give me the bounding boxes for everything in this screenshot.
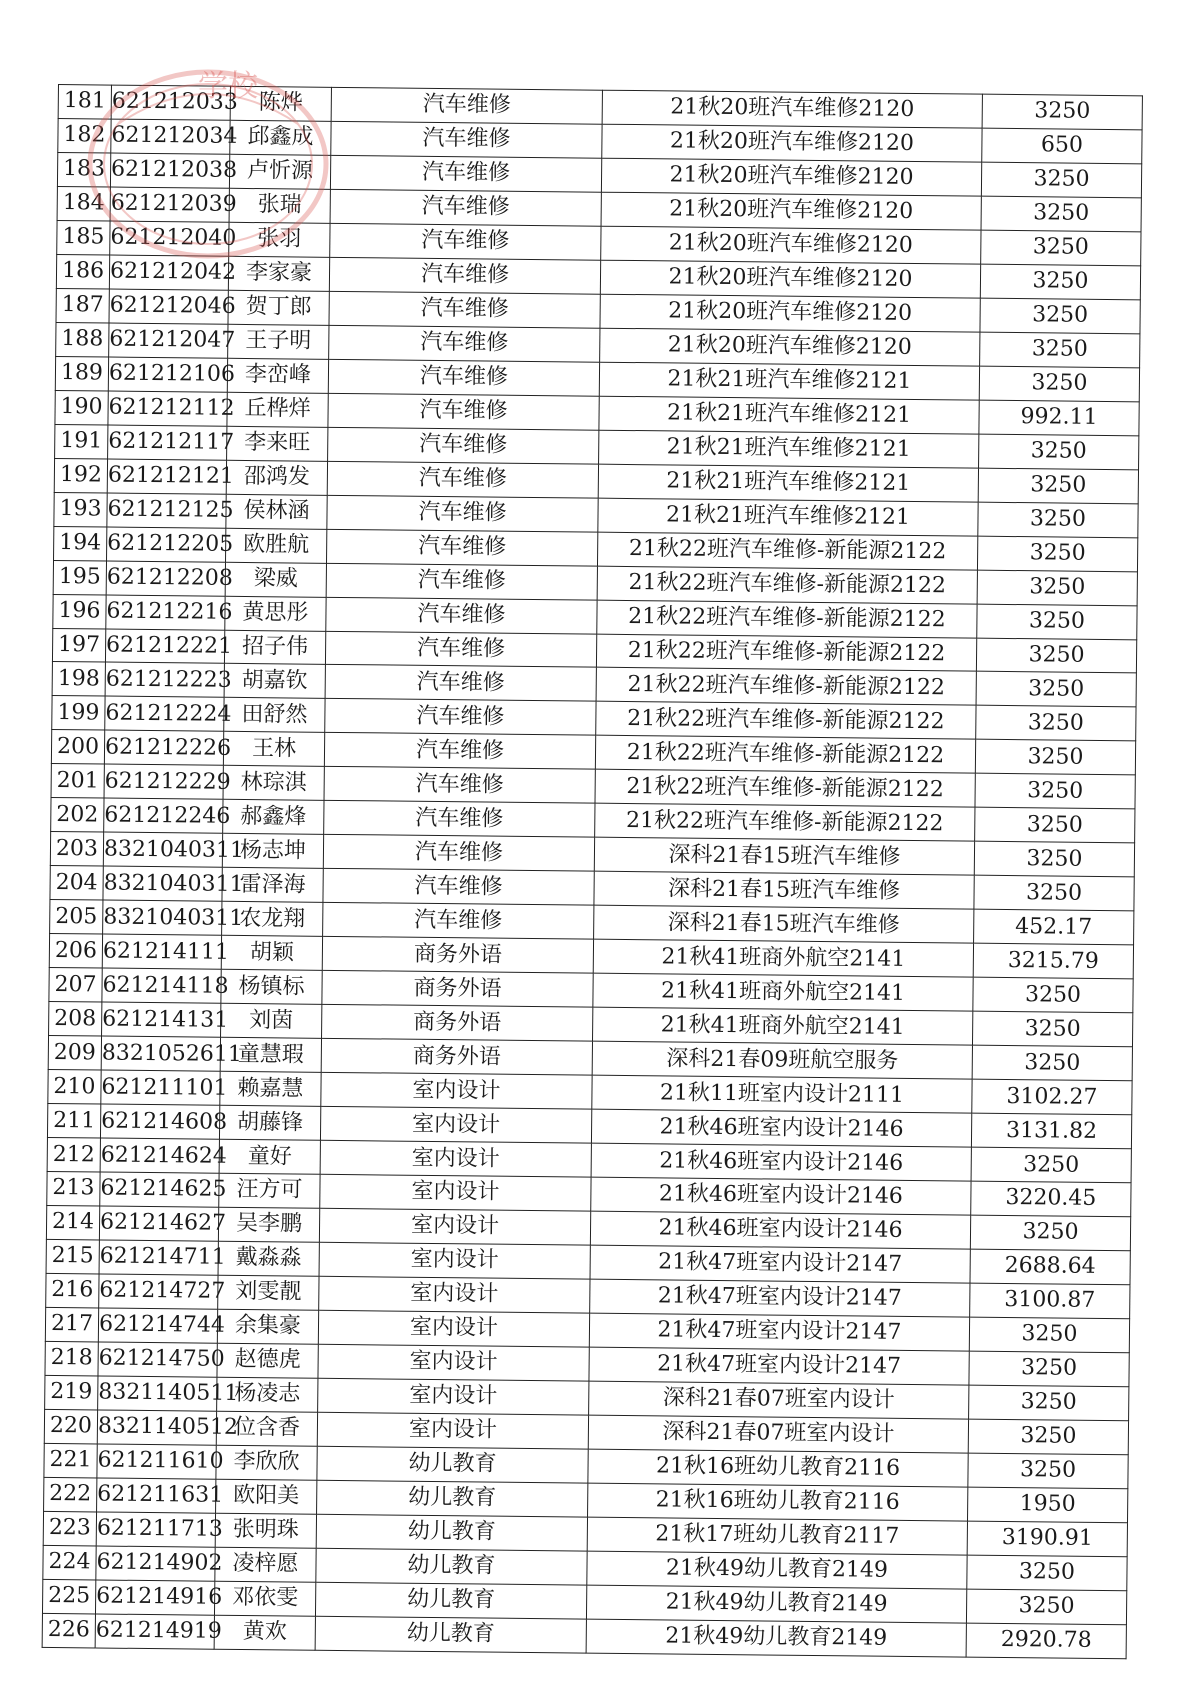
student-name-cell: 陈烨 [230,86,331,121]
amount-cell: 3250 [972,1011,1132,1047]
student-name-cell: 黄思彤 [225,596,326,631]
major-cell: 汽车维修 [331,87,602,124]
student-name-cell: 杨镇标 [221,969,322,1004]
class-name-cell: 21秋16班幼儿教育2116 [588,1449,968,1487]
class-name-cell: 21秋11班室内设计2111 [592,1075,972,1113]
major-cell: 室内设计 [318,1344,589,1381]
student-name-cell: 赖嘉慧 [220,1071,321,1106]
class-name-cell: 21秋21班汽车维修2121 [599,430,979,468]
major-cell: 汽车维修 [328,359,599,396]
class-name-cell: 21秋49幼儿教育2149 [586,1585,966,1623]
amount-cell: 3250 [979,434,1139,470]
row-number-cell: 200 [51,730,104,765]
row-number-cell: 207 [49,968,102,1003]
class-name-cell: 21秋20班汽车维修2120 [602,90,982,128]
major-cell: 室内设计 [320,1174,591,1211]
student-id-cell: 621212047 [109,323,228,358]
class-name-cell: 21秋16班幼儿教育2116 [588,1483,968,1521]
row-number-cell: 221 [44,1443,97,1478]
major-cell: 室内设计 [317,1412,588,1449]
amount-cell: 3250 [969,1351,1129,1387]
major-cell: 汽车维修 [326,563,597,600]
row-number-cell: 184 [57,186,110,221]
class-name-cell: 21秋46班室内设计2146 [591,1143,971,1181]
class-name-cell: 21秋47班室内设计2147 [589,1313,969,1351]
row-number-cell: 209 [48,1036,101,1071]
class-name-cell: 21秋41班商外航空2141 [593,973,973,1011]
row-number-cell: 190 [55,390,108,425]
roster-table [42,84,1143,1659]
student-id-cell: 621211631 [97,1478,216,1513]
row-number-cell: 203 [50,832,103,867]
student-name-cell: 梁威 [225,562,326,597]
class-name-cell: 21秋49幼儿教育2149 [587,1551,967,1589]
row-number-cell: 195 [53,560,106,595]
student-name-cell: 王林 [223,732,324,767]
student-name-cell: 童慧瑕 [220,1037,321,1072]
student-id-cell: 621214711 [99,1240,218,1275]
student-name-cell: 招子伟 [224,630,325,665]
class-name-cell: 21秋22班汽车维修-新能源2122 [596,634,976,672]
major-cell: 室内设计 [321,1072,592,1109]
amount-cell: 452.17 [974,909,1134,945]
row-number-cell: 191 [55,424,108,459]
class-name-cell: 21秋20班汽车维修2120 [602,124,982,162]
amount-cell: 3250 [979,366,1139,402]
student-id-cell: 621212246 [104,798,223,833]
student-id-cell: 621214608 [100,1104,219,1139]
major-cell: 室内设计 [319,1208,590,1245]
row-number-cell: 216 [46,1273,99,1308]
amount-cell: 3250 [976,706,1136,742]
row-number-cell: 204 [50,866,103,901]
student-id-cell: 621212205 [107,527,226,562]
major-cell: 商务外语 [322,1004,593,1041]
major-cell: 汽车维修 [329,291,600,328]
student-id-cell: 621214744 [98,1308,217,1343]
major-cell: 汽车维修 [323,869,594,906]
student-id-cell: 621211610 [97,1444,216,1479]
class-name-cell: 21秋47班室内设计2147 [590,1279,970,1317]
class-name-cell: 21秋47班室内设计2147 [590,1245,970,1283]
class-name-cell: 21秋47班室内设计2147 [589,1347,969,1385]
amount-cell: 3250 [978,468,1138,504]
major-cell: 汽车维修 [325,699,596,736]
class-name-cell: 21秋21班汽车维修2121 [598,498,978,536]
student-name-cell: 侯林涵 [226,494,327,529]
major-cell: 汽车维修 [325,631,596,668]
class-name-cell: 21秋22班汽车维修-新能源2122 [597,532,977,570]
student-id-cell: 621212117 [108,425,227,460]
student-name-cell: 农龙翔 [222,902,323,937]
student-name-cell: 贺丁郎 [228,290,329,325]
amount-cell: 3250 [978,502,1138,538]
class-name-cell: 21秋41班商外航空2141 [593,1007,973,1045]
amount-cell: 3250 [981,230,1141,266]
class-name-cell: 深科21春07班室内设计 [588,1415,968,1453]
major-cell: 汽车维修 [329,325,600,362]
student-name-cell: 胡嘉钦 [224,664,325,699]
row-number-cell: 206 [49,934,102,969]
student-name-cell: 汪方可 [219,1173,320,1208]
amount-cell: 3190.91 [967,1521,1127,1557]
student-name-cell: 张明珠 [215,1513,316,1548]
class-name-cell: 深科21春15班汽车维修 [594,871,974,909]
amount-cell: 3250 [973,977,1133,1013]
student-name-cell: 胡藤锋 [219,1105,320,1140]
major-cell: 汽车维修 [324,767,595,804]
major-cell: 幼儿教育 [316,1514,587,1551]
student-name-cell: 位含香 [216,1411,317,1446]
class-name-cell: 深科21春07班室内设计 [589,1381,969,1419]
amount-cell: 3250 [975,774,1135,810]
student-id-cell: 621214919 [95,1614,214,1650]
student-id-cell: 621212039 [110,187,229,222]
row-number-cell: 201 [51,764,104,799]
amount-cell: 3220.45 [971,1181,1131,1217]
row-number-cell: 202 [51,798,104,833]
row-number-cell: 182 [58,118,111,153]
class-name-cell: 21秋22班汽车维修-新能源2122 [595,770,975,808]
student-id-cell: 621212208 [106,561,225,596]
row-number-cell: 187 [56,288,109,323]
row-number-cell: 196 [53,594,106,629]
student-id-cell: 621211713 [96,1512,215,1547]
amount-cell: 3100.87 [970,1283,1130,1319]
student-id-cell: 8321052611 [101,1036,220,1071]
student-id-cell: 621212042 [109,255,228,290]
major-cell: 室内设计 [319,1242,590,1279]
student-id-cell: 621212125 [107,493,226,528]
row-number-cell: 220 [44,1409,97,1444]
class-name-cell: 21秋22班汽车维修-新能源2122 [595,736,975,774]
student-id-cell: 621212106 [108,357,227,392]
major-cell: 幼儿教育 [316,1548,587,1585]
student-id-cell: 621212226 [104,730,223,765]
major-cell: 汽车维修 [323,835,594,872]
major-cell: 汽车维修 [324,733,595,770]
row-number-cell: 198 [52,662,105,697]
class-name-cell: 21秋21班汽车维修2121 [598,464,978,502]
class-name-cell: 深科21春15班汽车维修 [594,905,974,943]
amount-cell: 3250 [977,536,1137,572]
student-name-cell: 邵鸿发 [226,460,327,495]
student-id-cell: 621211101 [101,1070,220,1105]
row-number-cell: 192 [54,458,107,493]
amount-cell: 3250 [980,332,1140,368]
row-number-cell: 197 [52,628,105,663]
major-cell: 汽车维修 [328,393,599,430]
student-name-cell: 赵德虎 [217,1343,318,1378]
student-name-cell: 李峦峰 [227,358,328,393]
row-number-cell: 194 [54,526,107,561]
amount-cell: 3250 [976,638,1136,674]
major-cell: 汽车维修 [323,903,594,940]
row-number-cell: 219 [45,1375,98,1410]
student-name-cell: 王子明 [228,324,329,359]
student-id-cell: 621214727 [99,1274,218,1309]
major-cell: 汽车维修 [326,529,597,566]
major-cell: 汽车维修 [330,155,601,192]
student-name-cell: 刘茵 [221,1003,322,1038]
amount-cell: 2688.64 [970,1249,1130,1285]
student-id-cell: 621212034 [111,119,230,154]
major-cell: 商务外语 [321,1038,592,1075]
major-cell: 汽车维修 [327,461,598,498]
class-name-cell: 21秋20班汽车维修2120 [600,260,980,298]
class-name-cell: 21秋49幼儿教育2149 [586,1619,966,1657]
student-id-cell: 621214916 [95,1580,214,1615]
row-number-cell: 217 [45,1307,98,1342]
student-id-cell: 621214902 [96,1546,215,1581]
student-id-cell: 621214624 [100,1138,219,1173]
major-cell: 汽车维修 [331,121,602,158]
amount-cell: 650 [982,128,1142,164]
student-id-cell: 621212033 [111,85,230,120]
class-name-cell: 深科21春15班汽车维修 [594,837,974,875]
row-number-cell: 208 [49,1002,102,1037]
class-name-cell: 21秋20班汽车维修2120 [601,158,981,196]
class-name-cell: 21秋21班汽车维修2121 [599,362,979,400]
major-cell: 汽车维修 [325,665,596,702]
row-number-cell: 185 [57,220,110,255]
major-cell: 幼儿教育 [315,1616,586,1653]
row-number-cell: 212 [47,1137,100,1172]
student-id-cell: 621214750 [98,1342,217,1377]
amount-cell: 3250 [982,94,1142,130]
amount-cell: 3250 [975,807,1135,843]
student-name-cell: 李来旺 [227,426,328,461]
row-number-cell: 213 [47,1171,100,1206]
major-cell: 汽车维修 [324,801,595,838]
amount-cell: 3250 [977,570,1137,606]
row-number-cell: 183 [57,152,110,187]
student-name-cell: 李家豪 [228,256,329,291]
student-id-cell: 621212112 [108,391,227,426]
student-id-cell: 621212221 [105,629,224,664]
student-name-cell: 张羽 [229,222,330,257]
student-name-cell: 田舒然 [224,698,325,733]
amount-cell: 2920.78 [966,1623,1126,1659]
amount-cell: 3250 [976,672,1136,708]
seal-text: 学校 [198,69,258,104]
amount-cell: 3102.27 [972,1079,1132,1115]
row-number-cell: 205 [50,900,103,935]
class-name-cell: 21秋46班室内设计2146 [591,1177,971,1215]
row-number-cell: 224 [43,1545,96,1580]
class-name-cell: 21秋22班汽车维修-新能源2122 [597,566,977,604]
class-name-cell: 21秋46班室内设计2146 [591,1109,971,1147]
student-id-cell: 8321040311 [103,832,222,867]
student-name-cell: 戴淼淼 [218,1241,319,1276]
major-cell: 室内设计 [318,1378,589,1415]
amount-cell: 3250 [980,264,1140,300]
row-number-cell: 225 [42,1579,95,1614]
student-id-cell: 621212121 [107,459,226,494]
amount-cell: 3250 [975,740,1135,776]
amount-cell: 3250 [966,1589,1126,1625]
student-id-cell: 621212224 [105,696,224,731]
amount-cell: 3250 [977,604,1137,640]
amount-cell: 3250 [974,875,1134,911]
student-id-cell: 621212216 [106,595,225,630]
student-id-cell: 8321040311 [103,900,222,935]
row-number-cell: 223 [43,1511,96,1546]
amount-cell: 3215.79 [973,943,1133,979]
amount-cell: 3250 [969,1317,1129,1353]
class-name-cell: 21秋46班室内设计2146 [590,1211,970,1249]
student-name-cell: 杨凌志 [217,1377,318,1412]
class-name-cell: 21秋22班汽车维修-新能源2122 [596,702,976,740]
amount-cell: 3250 [970,1215,1130,1251]
student-id-cell: 621214118 [102,968,221,1003]
row-number-cell: 211 [47,1104,100,1139]
student-id-cell: 8321140512 [97,1410,216,1445]
row-number-cell: 181 [58,85,111,120]
student-name-cell: 邱鑫成 [230,120,331,155]
major-cell: 幼儿教育 [317,1446,588,1483]
student-id-cell: 621214627 [99,1206,218,1241]
amount-cell: 3250 [981,162,1141,198]
amount-cell: 3250 [972,1045,1132,1081]
row-number-cell: 210 [48,1070,101,1105]
class-name-cell: 21秋20班汽车维修2120 [600,328,980,366]
class-name-cell: 21秋22班汽车维修-新能源2122 [595,804,975,842]
amount-cell: 3250 [967,1555,1127,1591]
class-name-cell: 21秋21班汽车维修2121 [599,396,979,434]
class-name-cell: 深科21春09班航空服务 [592,1041,972,1079]
student-name-cell: 林琮淇 [223,766,324,801]
amount-cell: 1950 [968,1487,1128,1523]
row-number-cell: 215 [46,1239,99,1274]
roster-sheet [42,84,1136,1659]
student-name-cell: 余集豪 [217,1309,318,1344]
major-cell: 幼儿教育 [317,1480,588,1517]
student-id-cell: 621212229 [104,764,223,799]
student-id-cell: 621214625 [100,1172,219,1207]
student-name-cell: 邓依雯 [214,1581,315,1616]
student-id-cell: 621212040 [110,221,229,256]
amount-cell: 3131.82 [971,1113,1131,1149]
major-cell: 汽车维修 [327,495,598,532]
student-name-cell: 吴李鹏 [218,1207,319,1242]
row-number-cell: 188 [56,322,109,357]
major-cell: 商务外语 [322,937,593,974]
class-name-cell: 21秋22班汽车维修-新能源2122 [597,600,977,638]
row-number-cell: 222 [44,1477,97,1512]
student-name-cell: 卢忻源 [229,154,330,189]
class-name-cell: 21秋22班汽车维修-新能源2122 [596,668,976,706]
major-cell: 室内设计 [320,1106,591,1143]
major-cell: 汽车维修 [329,257,600,294]
major-cell: 汽车维修 [326,597,597,634]
amount-cell: 3250 [980,298,1140,334]
student-id-cell: 621212046 [109,289,228,324]
student-name-cell: 凌梓愿 [215,1547,316,1582]
class-name-cell: 21秋20班汽车维修2120 [601,226,981,264]
amount-cell: 3250 [974,841,1134,877]
major-cell: 汽车维修 [328,427,599,464]
row-number-cell: 226 [42,1613,95,1648]
major-cell: 汽车维修 [330,189,601,226]
student-id-cell: 621214131 [102,1002,221,1037]
student-name-cell: 张瑞 [229,188,330,223]
amount-cell: 992.11 [979,400,1139,436]
major-cell: 商务外语 [322,971,593,1008]
student-name-cell: 欧胜航 [226,528,327,563]
class-name-cell: 21秋17班幼儿教育2117 [587,1517,967,1555]
student-id-cell: 8321040311 [103,866,222,901]
row-number-cell: 189 [55,356,108,391]
row-number-cell: 218 [45,1341,98,1376]
class-name-cell: 21秋41班商外航空2141 [593,939,973,977]
student-name-cell: 雷泽海 [222,868,323,903]
class-name-cell: 21秋20班汽车维修2120 [601,192,981,230]
student-name-cell: 欧阳美 [216,1479,317,1514]
row-number-cell: 186 [56,254,109,289]
student-name-cell: 刘雯靓 [218,1275,319,1310]
student-name-cell: 郝鑫烽 [223,800,324,835]
amount-cell: 3250 [968,1419,1128,1455]
major-cell: 室内设计 [318,1310,589,1347]
amount-cell: 3250 [969,1385,1129,1421]
major-cell: 汽车维修 [330,223,601,260]
student-name-cell: 胡颖 [221,935,322,970]
student-name-cell: 李欣欣 [216,1445,317,1480]
student-id-cell: 8321140511 [98,1376,217,1411]
student-name-cell: 童好 [219,1139,320,1174]
student-name-cell: 黄欢 [214,1615,315,1650]
student-name-cell: 杨志坤 [222,834,323,869]
student-id-cell: 621212038 [110,153,229,188]
major-cell: 室内设计 [319,1276,590,1313]
amount-cell: 3250 [981,196,1141,232]
class-name-cell: 21秋20班汽车维修2120 [600,294,980,332]
row-number-cell: 214 [46,1205,99,1240]
student-id-cell: 621212223 [105,662,224,697]
amount-cell: 3250 [968,1453,1128,1489]
major-cell: 室内设计 [320,1140,591,1177]
major-cell: 幼儿教育 [315,1582,586,1619]
row-number-cell: 199 [52,696,105,731]
amount-cell: 3250 [971,1147,1131,1183]
roster-body [42,85,1142,1659]
student-id-cell: 621214111 [102,934,221,969]
student-name-cell: 丘桦烊 [227,392,328,427]
row-number-cell: 193 [54,492,107,527]
